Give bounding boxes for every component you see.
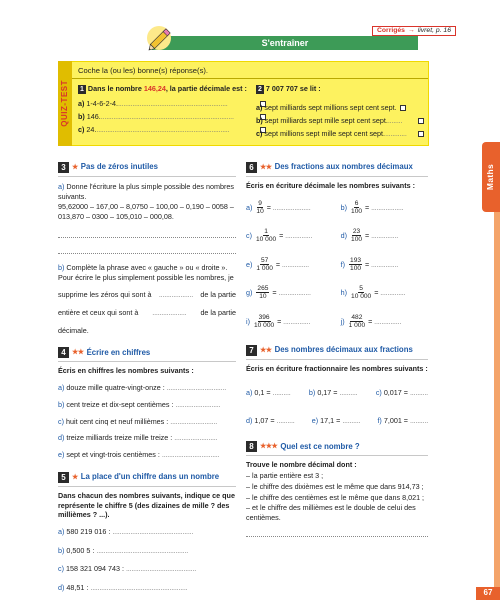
item-letter: g) bbox=[246, 288, 253, 298]
denominator: 1 000 bbox=[348, 321, 366, 329]
quiz-instruction: Coche la (ou les) bonne(s) réponse(s). bbox=[78, 66, 208, 75]
item-letter: d) bbox=[340, 231, 348, 241]
item-text: 7,001 = bbox=[383, 415, 409, 425]
exercise-title: Pas de zéros inutiles bbox=[80, 162, 158, 172]
exercise-title: Des fractions aux nombres décimaux bbox=[274, 162, 413, 172]
option-text: sept millions sept mille sept cent sept. bbox=[264, 128, 386, 138]
right-column bbox=[246, 162, 428, 537]
item-text: douze mille quatre-vingt-onze : bbox=[66, 383, 165, 393]
exercise-5-header bbox=[58, 472, 236, 483]
numerator: 5 bbox=[359, 285, 363, 293]
pencil-icon bbox=[143, 20, 179, 56]
blank[interactable]: ............... bbox=[281, 316, 311, 326]
exercise-number: 4 bbox=[58, 347, 69, 358]
exercise-number: 7 bbox=[246, 345, 257, 356]
blank[interactable]: ................................................... bbox=[96, 545, 189, 555]
checkbox[interactable] bbox=[418, 131, 424, 137]
blank[interactable]: ................... bbox=[152, 308, 187, 318]
item-letter: d) bbox=[58, 583, 65, 593]
exercise-number: 8 bbox=[246, 441, 257, 452]
blank[interactable]: .......... bbox=[339, 387, 358, 397]
section-title: S'entraîner bbox=[261, 37, 309, 48]
item-letter: d) bbox=[246, 415, 253, 425]
quiz-tab bbox=[58, 61, 72, 146]
denominator: 100 bbox=[350, 264, 362, 272]
numerator: 1 bbox=[264, 228, 268, 236]
blank[interactable]: ............... bbox=[369, 259, 399, 269]
option-text: 146. bbox=[86, 112, 101, 122]
side-accent-bar bbox=[494, 212, 500, 600]
item-letter: c) bbox=[375, 387, 382, 397]
option-letter: b) bbox=[256, 116, 263, 126]
corriges-page-ref: livret, p. 16 bbox=[417, 27, 451, 35]
item-text: 0,017 = bbox=[383, 387, 408, 397]
divider bbox=[246, 176, 428, 177]
item-letter: a) bbox=[58, 182, 65, 191]
fill-text: de la partie bbox=[200, 308, 236, 318]
star-icon: ★★ bbox=[260, 163, 272, 171]
corriges-label: Corrigés bbox=[377, 27, 405, 35]
item-letter: a) bbox=[58, 383, 65, 393]
exercise-number: 5 bbox=[58, 472, 69, 483]
blank[interactable]: .......... bbox=[272, 387, 291, 397]
item-text: 580 219 016 : bbox=[66, 526, 111, 536]
dots: .......................................................................... bbox=[100, 112, 234, 122]
answer-line[interactable] bbox=[246, 527, 428, 537]
denominator: 1 000 bbox=[256, 264, 273, 272]
fraction bbox=[256, 228, 276, 244]
item-letter: f) bbox=[377, 415, 382, 425]
blank[interactable]: ................... bbox=[158, 290, 194, 300]
numerator: 23 bbox=[352, 228, 361, 236]
fraction bbox=[349, 314, 366, 330]
exercise-8-header bbox=[246, 441, 428, 452]
quiz-option bbox=[256, 129, 424, 139]
item-text: cent treize et dix-sept centièmes : bbox=[66, 399, 174, 409]
blank[interactable]: ...................................................... bbox=[90, 583, 188, 593]
answer-line[interactable] bbox=[58, 244, 236, 254]
numerator: 396 bbox=[258, 313, 270, 321]
denominator: 10 000 bbox=[351, 293, 372, 301]
blank[interactable]: ..................... bbox=[270, 202, 311, 212]
decimal-item bbox=[246, 416, 295, 426]
fraction-item: a) $\frac{9}{10}$ = ..................... bbox=[246, 199, 311, 215]
dots: ............................................................. bbox=[117, 99, 228, 109]
item-text: treize milliards treize mille treize : bbox=[66, 433, 173, 443]
option-text: sept milliards sept mille sept cent sept. bbox=[264, 116, 388, 126]
blank[interactable]: ............... bbox=[280, 259, 309, 269]
fraction bbox=[256, 257, 273, 273]
exercise-6-header bbox=[246, 162, 428, 173]
item-text: 48,51 : bbox=[66, 583, 89, 593]
item-letter: b) bbox=[308, 387, 316, 397]
item-letter: b) bbox=[58, 262, 65, 272]
divider bbox=[246, 455, 428, 456]
fraction bbox=[256, 285, 269, 301]
exercise-4-header bbox=[58, 347, 236, 358]
fraction-row bbox=[246, 314, 428, 330]
fraction-item: h) $\frac{5}{10 000}$ = .............. bbox=[340, 285, 406, 301]
item-letter: c) bbox=[58, 416, 64, 426]
item-letter: b) bbox=[58, 399, 65, 409]
denominator: 10 bbox=[259, 293, 267, 301]
fill-text: entière et ceux qui sont à bbox=[58, 308, 139, 318]
item-letter: b) bbox=[58, 545, 65, 555]
question-text-end: , la partie décimale est : bbox=[165, 84, 247, 93]
exercise-intro: Trouve le nombre décimal dont : bbox=[246, 460, 357, 470]
fraction-item: b) $\frac{6}{100}$ = .................. bbox=[340, 199, 404, 215]
blank[interactable]: ................................ bbox=[161, 450, 220, 460]
fraction bbox=[351, 228, 362, 244]
list-item bbox=[58, 400, 236, 410]
item-text: 0,500 5 : bbox=[66, 545, 95, 555]
corriges-reference bbox=[372, 26, 456, 36]
item-text: Donne l'écriture la plus simple possible des nombres suivants. bbox=[58, 182, 234, 201]
item-text: sept et vingt-trois centièmes : bbox=[66, 450, 160, 460]
star-icon: ★★ bbox=[260, 347, 272, 354]
item-letter: c) bbox=[58, 564, 64, 574]
answer-line[interactable] bbox=[58, 228, 236, 238]
item-letter: h) bbox=[340, 288, 348, 298]
fraction-item: j) $\frac{482}{1 000}$ = ............... bbox=[340, 313, 402, 329]
clue-line: – la partie entière est 3 ; bbox=[246, 471, 324, 481]
fraction-item: g) $\frac{265}{10}$ = .................. bbox=[246, 285, 311, 301]
item-letter: e) bbox=[311, 415, 319, 425]
fraction bbox=[256, 200, 263, 216]
item-letter: a) bbox=[246, 387, 253, 397]
fraction-item: c) $\frac{1}{10 000}$ = ............... bbox=[246, 228, 313, 244]
exercise-intro: Écris en écriture fractionnaire les nombres suivants : bbox=[246, 364, 428, 374]
exercise-title: Écrire en chiffres bbox=[86, 347, 151, 357]
arrow-icon: → bbox=[407, 27, 415, 35]
exercise-number: 6 bbox=[246, 162, 257, 173]
fraction-item: i) $\frac{396}{10 000}$ = ............... bbox=[246, 313, 311, 329]
quiz-option bbox=[78, 125, 266, 135]
blank[interactable]: ............... bbox=[372, 316, 402, 326]
list-item bbox=[58, 527, 236, 537]
denominator: 10 bbox=[256, 207, 264, 215]
item-letter: i) bbox=[246, 316, 250, 326]
exercise-3-a bbox=[58, 182, 236, 201]
item-letter: e) bbox=[58, 450, 65, 460]
divider bbox=[58, 486, 236, 487]
denominator: 100 bbox=[351, 236, 363, 244]
item-text: 158 321 094 743 : bbox=[66, 564, 124, 574]
exercise-7-header bbox=[246, 345, 428, 356]
fill-text: de la partie bbox=[200, 290, 236, 300]
item-letter: f) bbox=[340, 259, 346, 269]
blank[interactable]: ......................... bbox=[175, 399, 221, 409]
exercise-3-header bbox=[58, 162, 236, 173]
decimal-item bbox=[377, 416, 428, 426]
fraction bbox=[349, 257, 362, 273]
dots: .......................................................................... bbox=[96, 124, 230, 134]
fraction-row bbox=[246, 257, 428, 273]
decimal-row bbox=[246, 388, 428, 398]
numerator: 6 bbox=[354, 199, 359, 207]
page-number: 67 bbox=[476, 587, 500, 600]
fraction-row bbox=[246, 228, 428, 244]
star-icon: ★★★ bbox=[260, 443, 278, 451]
blank[interactable]: .......... bbox=[342, 415, 361, 425]
number-list: 95,62000 – 167,00 – 8,0750 – 100,00 – 0,190 – 0058 – 013,870 – 0300 – 105,010 – 000,08. bbox=[58, 202, 234, 222]
exercise-intro: Écris en chiffres les nombres suivants : bbox=[58, 366, 194, 376]
subject-tab-label: Maths bbox=[485, 163, 496, 191]
option-text: 24. bbox=[86, 124, 97, 134]
checkbox[interactable] bbox=[400, 105, 406, 111]
option-letter: a) bbox=[256, 103, 263, 113]
fraction bbox=[254, 314, 274, 330]
divider bbox=[58, 361, 236, 362]
star-icon: ★ bbox=[72, 473, 78, 481]
item-letter: d) bbox=[58, 433, 65, 443]
quiz-option bbox=[256, 116, 424, 126]
decimal-item bbox=[312, 416, 361, 426]
fraction-item: e) $\frac{57}{1 000}$ = ............... bbox=[246, 256, 309, 272]
exercise-title: La place d'un chiffre dans un nombre bbox=[80, 472, 220, 482]
quiz-option bbox=[78, 112, 266, 122]
item-text: 1,07 = bbox=[254, 415, 275, 425]
item-text: 0,1 = bbox=[254, 387, 271, 397]
fraction-row bbox=[246, 200, 428, 216]
list-item bbox=[58, 433, 236, 443]
item-text: 0,17 = bbox=[317, 387, 338, 397]
dots: ........ bbox=[387, 116, 403, 126]
list-item bbox=[58, 417, 236, 427]
left-column bbox=[58, 162, 236, 593]
quiz-question-1 bbox=[78, 84, 266, 135]
clue-line: – et le chiffre des millièmes est le double de celui des centièmes. bbox=[246, 503, 416, 522]
question-text: 7 007 707 se lit : bbox=[265, 84, 321, 93]
numerator: 193 bbox=[350, 256, 362, 264]
item-text: huit cent cinq et neuf millièmes : bbox=[66, 416, 169, 426]
list-item bbox=[58, 564, 236, 574]
numerator: 9 bbox=[258, 199, 262, 207]
decimal-item bbox=[376, 388, 428, 398]
option-letter: c) bbox=[78, 124, 85, 134]
fill-text: décimale. bbox=[58, 325, 89, 335]
quiz-tab-label: QUIZ-TEST bbox=[59, 80, 69, 127]
item-letter: e) bbox=[246, 259, 253, 269]
numerator: 265 bbox=[257, 285, 269, 293]
fill-line bbox=[58, 308, 236, 318]
blank[interactable]: ....................................... bbox=[125, 564, 197, 574]
blank[interactable]: ........................ bbox=[174, 433, 218, 443]
exercise-intro: Dans chacun des nombres suivants, indique ce que représente le chiffre 5 (des dizaines de mille ? des millièmes ? ...). bbox=[58, 490, 235, 520]
dots: ............ bbox=[385, 128, 407, 138]
blank[interactable]: .......... bbox=[410, 387, 428, 397]
list-item bbox=[58, 450, 236, 460]
item-letter: a) bbox=[58, 526, 65, 536]
blank[interactable]: ............... bbox=[369, 231, 399, 241]
fraction-row bbox=[246, 285, 428, 301]
item-letter: j) bbox=[340, 316, 345, 326]
fill-text: supprime les zéros qui sont à bbox=[58, 290, 152, 300]
list-item bbox=[58, 383, 236, 393]
question-text: Dans le nombre bbox=[87, 84, 144, 93]
question-number: 1 bbox=[80, 86, 84, 93]
option-letter: c) bbox=[256, 128, 263, 138]
list-item bbox=[58, 546, 236, 556]
decimal-item bbox=[309, 388, 358, 398]
fraction-item: f) $\frac{193}{100}$ = ............... bbox=[340, 256, 399, 272]
fraction bbox=[351, 285, 371, 301]
blank[interactable]: ................................. bbox=[166, 383, 226, 393]
option-text: 1-4-6-2-4. bbox=[86, 99, 118, 109]
item-letter: b) bbox=[340, 202, 348, 212]
blank[interactable]: .................. bbox=[369, 202, 404, 212]
quiz-option bbox=[256, 103, 424, 113]
blank[interactable]: ............................................. bbox=[112, 526, 194, 536]
item-letter: a) bbox=[246, 202, 253, 212]
blank[interactable]: .................. bbox=[276, 288, 311, 298]
clue-line: – le chiffre des centièmes est le même que dans 8,021 ; bbox=[246, 492, 425, 502]
fill-line bbox=[58, 290, 236, 300]
question-number-value: 146,24 bbox=[143, 84, 166, 93]
blank[interactable]: .......... bbox=[410, 415, 428, 425]
clue-line: – le chiffre des dixièmes est le même que dans 914,73 ; bbox=[246, 481, 424, 491]
numerator: 482 bbox=[351, 313, 363, 321]
quiz-divider bbox=[72, 78, 428, 79]
divider bbox=[246, 359, 428, 360]
option-letter: a) bbox=[78, 99, 85, 109]
item-letter: c) bbox=[246, 231, 252, 241]
quiz-option bbox=[78, 99, 266, 109]
blank[interactable]: .......... bbox=[276, 415, 295, 425]
denominator: 10 000 bbox=[254, 321, 275, 329]
subject-tab bbox=[482, 142, 500, 212]
blank[interactable]: ............... bbox=[283, 231, 313, 241]
item-text: 17,1 = bbox=[320, 415, 341, 425]
question-number: 2 bbox=[258, 86, 262, 93]
quiz-question-2 bbox=[256, 84, 424, 139]
numerator: 57 bbox=[260, 256, 269, 264]
blank[interactable]: .......................... bbox=[170, 416, 218, 426]
option-letter: b) bbox=[78, 112, 85, 122]
decimal-item bbox=[246, 388, 291, 398]
section-banner bbox=[152, 36, 418, 50]
star-icon: ★ bbox=[72, 163, 78, 171]
denominator: 100 bbox=[351, 207, 363, 215]
fraction bbox=[351, 200, 362, 216]
exercise-title: Des nombres décimaux aux fractions bbox=[274, 345, 413, 355]
star-icon: ★★ bbox=[72, 349, 84, 357]
fraction-item: d) $\frac{23}{100}$ = ............... bbox=[340, 228, 399, 244]
item-text: Complète la phrase avec « gauche » ou « droite ». Pour écrire le plus simplement possible les nombres, je bbox=[58, 262, 234, 282]
list-item bbox=[58, 583, 236, 593]
exercise-number: 3 bbox=[58, 162, 69, 173]
decimal-row bbox=[246, 416, 428, 426]
option-text: sept milliards sept millions sept cent sept. bbox=[264, 103, 397, 113]
exercise-title: Quel est ce nombre ? bbox=[280, 441, 360, 451]
denominator: 10 000 bbox=[256, 236, 277, 244]
divider bbox=[58, 176, 236, 177]
exercise-3-b bbox=[58, 263, 236, 282]
checkbox[interactable] bbox=[418, 118, 424, 124]
blank[interactable]: .............. bbox=[378, 288, 406, 298]
exercise-intro: Écris en écriture décimale les nombres suivants : bbox=[246, 181, 415, 190]
